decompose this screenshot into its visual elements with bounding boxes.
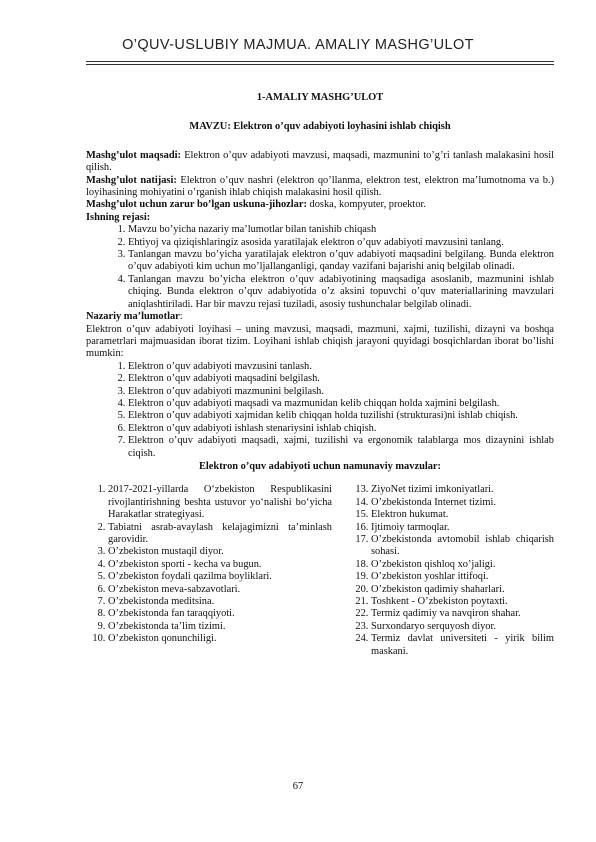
topics-right-column (349, 484, 554, 658)
practice-title: 1-AMALIY MASHG’ULOT (256, 92, 384, 103)
theory-label: Nazariy ma’lumotlar: (86, 311, 183, 323)
stage-item: 4. Elektron o’quv adabiyoti maqsadi va mazmunidan kelib chiqqan holda xajmini belgilash. (128, 398, 554, 410)
result-label: Mashg’ulot natijasi: (86, 174, 177, 186)
topic-item: 19. O’zbekiston yoshlar ittifoqi. (371, 571, 554, 583)
topics-left-list (86, 484, 332, 645)
topic-item: 13. ZiyoNet tizimi imkoniyatlari. (371, 484, 554, 496)
topics-columns (86, 484, 554, 658)
plan-label: Ishning rejasi: (86, 211, 151, 223)
topic-item: 3. O’zbekiston mustaqil diyor. (108, 546, 332, 558)
plan-item: 1. Mavzu bo’yicha nazariy ma’lumotlar bilan tanishib chiqash (128, 224, 554, 236)
topic-item: 8. O’zbekistonda fan taraqqiyoti. (108, 608, 332, 620)
goal-paragraph (86, 150, 554, 175)
equipment-label: Mashg’ulot uchun zarur bo’lgan uskuna-jihozlar: (86, 199, 307, 211)
topic-item: 20. O’zbekiston qadimiy shaharlari. (371, 584, 554, 596)
topic-item: 1. 2017-2021-yillarda O‘zbekiston Respublikasini rivojlantirishning beshta ustuvor yo‘nalishi bo‘yicha Harakatlar strategiyasi. (108, 484, 332, 521)
topic-item: 6. O’zbekiston meva-sabzavotlari. (108, 584, 332, 596)
topic-item: 22. Termiz qadimiy va navqiron shahar. (371, 608, 554, 620)
stage-item: 6. Elektron o’quv adabiyoti ishlash stenariysini ishlab chiqish. (128, 423, 554, 435)
header-rule-top (86, 61, 554, 62)
topic-item: 17. O’zbekistonda avtomobil ishlab chiqarish sohasi. (371, 534, 554, 559)
topics-right-list (349, 484, 554, 658)
plan-item: 3. Tanlangan mavzu bo’yicha yaratilajak elektron o’quv adabiyoti maqsadini belgilang. Bunda elektron o’quv adabiyoti kim uchun mo’ljallanganligi, qanday vazifani bajarishi aniq belgilab olinadi. (128, 249, 554, 274)
stage-item: 7. Elektron o’quv adabiyoti maqsadi, xajmi, tuzilishi va ergonomik talablarga mos dizaynini ishlab ciqish. (128, 435, 554, 460)
header-rule-bottom (86, 64, 554, 65)
plan-item: 2. Ehtiyoj va qiziqishlaringiz asosida yaratilajak elektron o’quv adabiyoti mavzusini tanlang. (128, 237, 554, 249)
topic-item: 16. Ijtimoiy tarmoqlar. (371, 522, 554, 534)
stage-item: 2. Elektron o’quv adabiyoti maqsadini belgilash. (128, 373, 554, 385)
goal-label: Mashg’ulot maqsadi: (86, 149, 181, 161)
topic-heading: MAVZU: Elektron o’quv adabiyoti loyhasini ishlab chiqish (189, 121, 451, 133)
topic-item: 5. O’zbekiston foydali qazilma boyliklari. (108, 571, 332, 583)
topic-item: 7. O’zbekistonda meditsina. (108, 596, 332, 608)
page-body (86, 92, 554, 658)
running-header: O’QUV-USLUBIY MAJMUA. AMALIY MASHG’ULOT (122, 37, 474, 53)
topics-left-column (86, 484, 332, 658)
stage-item: 3. Elektron o’quv adabiyoti mazmunini belgilash. (128, 386, 554, 398)
result-paragraph (86, 175, 554, 200)
topic-item: 24. Termiz davlat universiteti - yirik bilim maskani. (371, 633, 554, 658)
page-number: 67 (292, 781, 304, 792)
topic-item: 18. O’zbekiston qishloq xo’jaligi. (371, 559, 554, 571)
topic-item: 10. O’zbekiston qonunchiligi. (108, 633, 332, 645)
topic-item: 4. O’zbekiston sporti - kecha va bugun. (108, 559, 332, 571)
equipment-paragraph (86, 199, 554, 211)
sample-topics-title: Elektron o’quv adabiyoti uchun namunaviy mavzular: (198, 460, 441, 472)
plan-item: 4. Tanlangan mavzu bo’yicha elektron o’quv adabiyotining maqsadiga asoslanib, mazmunini ishlab chiqing. Bunda elektron o’quv adabiyotida o’z aksini topuvchi o’quv materiallarining mavzulari aniqlashtiriladi. Har bir mavzu rejasi tuziladi, asosiy tushunchalar belgilab olinadi. (128, 274, 554, 311)
topic-item: 2. Tabiatni asrab-avaylash kelajagimizni ta’minlash garovidir. (108, 522, 332, 547)
result-text: Elektron o’quv nashri (elektron qo’llanma, elektron test, elektron ma’lumotnoma va b.) loyihasining mohiyatini o’rganish ihlab chiqish malakasini hosil qilish. (86, 174, 554, 199)
topic-item: 15. Elektron hukumat. (371, 509, 554, 521)
theory-paragraph: Elektron o’quv adabiyoti loyihasi – uning mavzusi, maqsadi, mazmuni, xajmi, tuzilishi, dizayni va boshqa parametrlari majmuasidan iborat tizim. Loyihani ishlab chiqish jarayoni quyidagi bosqichlardan iborat bo’lishi mumkin: (86, 323, 554, 360)
stage-list (86, 361, 554, 460)
topic-item: 9. O’zbekistonda ta’lim tizimi. (108, 621, 332, 633)
equipment-text: doska, kompyuter, proektor. (306, 199, 426, 211)
stage-item: 1. Elektron o’quv adabiyoti mavzusini tanlash. (128, 361, 554, 373)
topic-item: 21. Toshkent - O’zbekiston poytaxti. (371, 596, 554, 608)
plan-list (86, 224, 554, 311)
stage-item: 5. Elektron o’quv adabiyoti xajmidan kelib chiqqan holda tuzilishi (strukturasi)ni ishlab chiqish. (128, 410, 554, 422)
topic-item: 14. O’zbekistonda Internet tizimi. (371, 497, 554, 509)
goal-text: Elektron o’quv adabiyoti mavzusi, maqsadi, mazmunini to’g’ri tanlash malakasini hosil qilish. (86, 149, 554, 174)
topic-item: 23. Surxondaryo serquyosh diyor. (371, 621, 554, 633)
